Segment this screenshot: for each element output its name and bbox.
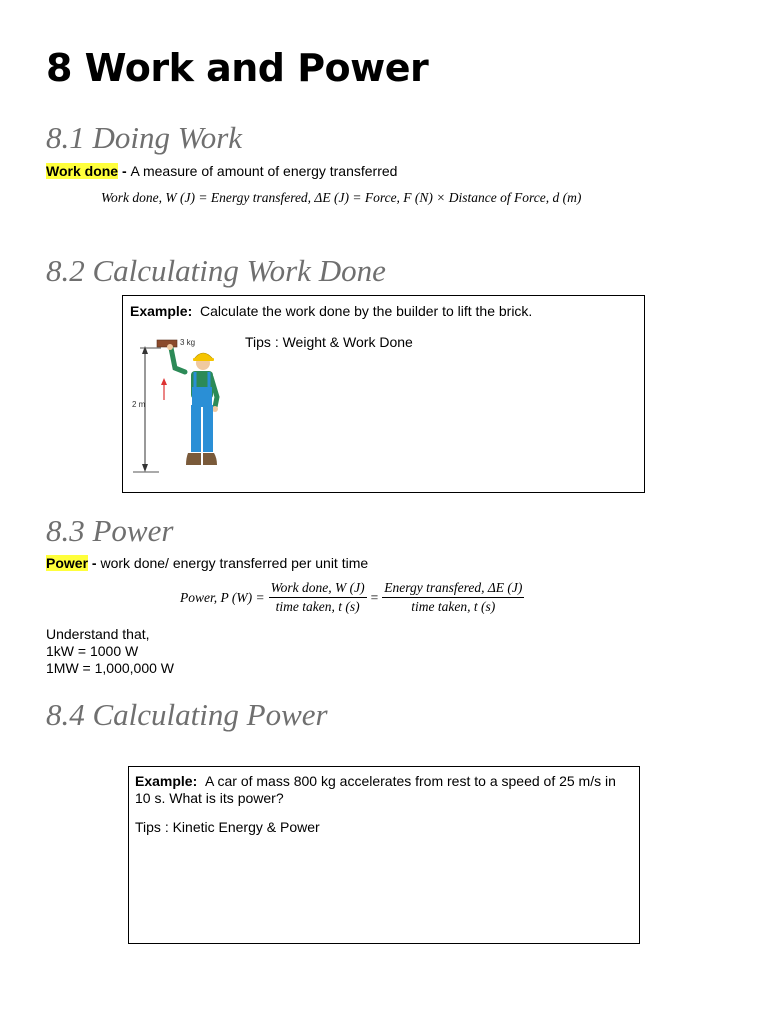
example-text: Calculate the work done by the builder to lift the brick. bbox=[200, 303, 533, 319]
term-power: Power bbox=[46, 555, 89, 571]
example-box-work-done bbox=[122, 295, 645, 493]
fraction-denominator: time taken, t (s) bbox=[275, 599, 360, 614]
unit-notes bbox=[46, 626, 174, 677]
power-definition bbox=[46, 555, 368, 572]
section-heading-8-3: 8.3 Power bbox=[46, 513, 174, 548]
work-done-definition bbox=[46, 163, 397, 180]
section-heading-8-2: 8.2 Calculating Work Done bbox=[46, 253, 386, 288]
definition-separator: - bbox=[88, 555, 101, 571]
section-heading-8-1: 8.1 Doing Work bbox=[46, 120, 243, 155]
example-statement bbox=[130, 303, 635, 320]
fraction-denominator: time taken, t (s) bbox=[411, 599, 496, 614]
fraction-energy-over-time bbox=[382, 580, 524, 615]
fraction-numerator: Energy transfered, ΔE (J) bbox=[382, 580, 524, 598]
example-label: Example: bbox=[135, 773, 198, 789]
tips-text: Tips : Weight & Work Done bbox=[245, 334, 413, 350]
power-formula bbox=[180, 580, 524, 615]
example-statement bbox=[135, 773, 630, 807]
example-label: Example: bbox=[130, 303, 193, 319]
example-box-power bbox=[128, 766, 640, 944]
tips-text: Tips : Kinetic Energy & Power bbox=[135, 819, 320, 835]
fraction-numerator: Work done, W (J) bbox=[269, 580, 367, 598]
builder-lifting-brick-icon bbox=[131, 332, 237, 477]
equals-sign: = bbox=[370, 589, 379, 605]
work-done-formula: Work done, W (J) = Energy transfered, ΔE (J) = Force, F (N) × Distance of Force, d (m) bbox=[101, 190, 582, 205]
definition-text: A measure of amount of energy transferred bbox=[130, 163, 398, 179]
mass-label: 3 kg bbox=[180, 338, 196, 347]
example-text: A car of mass 800 kg accelerates from rest to a speed of 25 m/s in 10 s. What is its power? bbox=[135, 773, 616, 806]
understand-text: Understand that, bbox=[46, 626, 150, 642]
kw-conversion: 1kW = 1000 W bbox=[46, 643, 139, 659]
section-heading-8-4: 8.4 Calculating Power bbox=[46, 697, 328, 732]
definition-text: work done/ energy transferred per unit time bbox=[100, 555, 369, 571]
height-label: 2 m bbox=[132, 400, 146, 409]
page-title: 8 Work and Power bbox=[46, 46, 429, 90]
definition-separator: - bbox=[118, 163, 131, 179]
formula-lhs: Power, P (W) = bbox=[180, 589, 265, 605]
fraction-work-over-time bbox=[269, 580, 367, 615]
mw-conversion: 1MW = 1,000,000 W bbox=[46, 660, 175, 676]
term-work-done: Work done bbox=[46, 163, 119, 179]
